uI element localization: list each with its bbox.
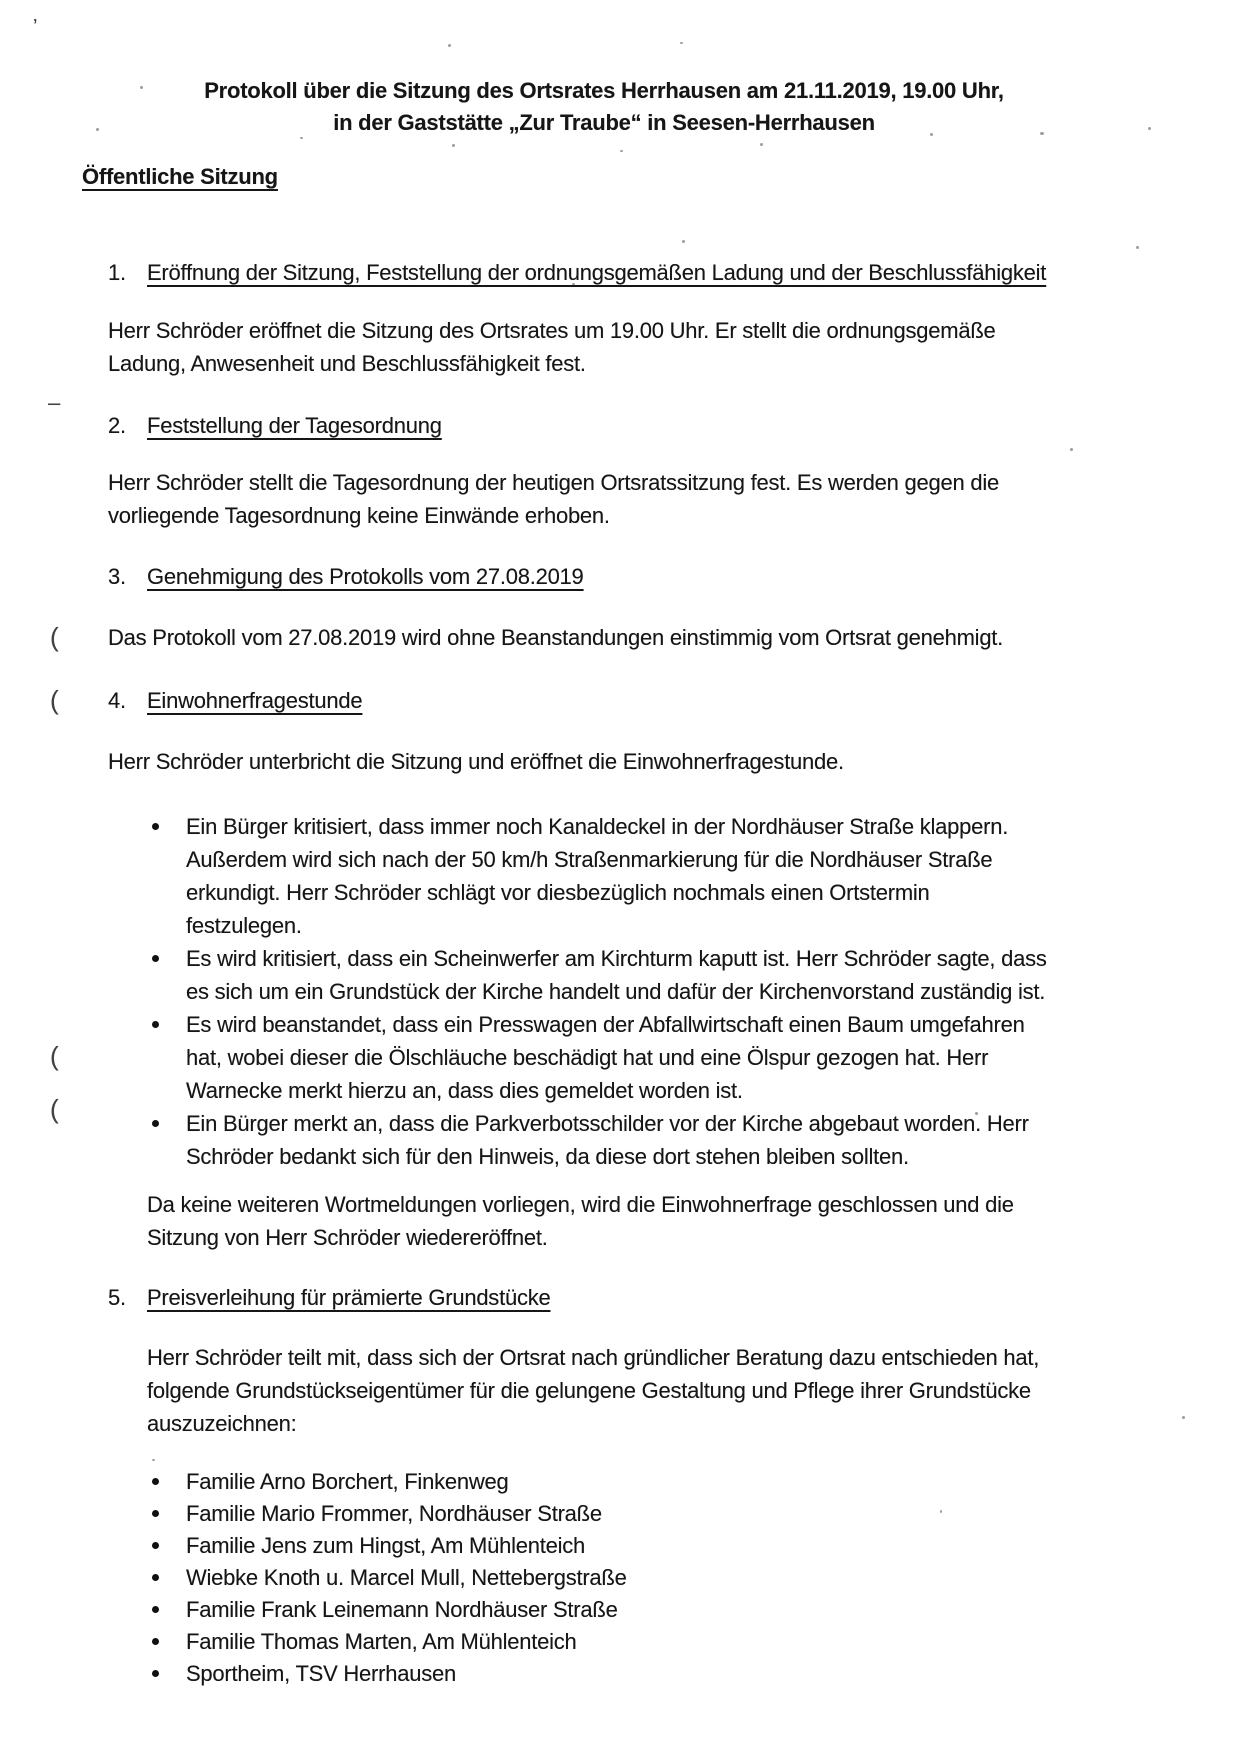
scan-speckle xyxy=(1182,1416,1185,1419)
scan-speckle xyxy=(1136,246,1139,249)
scan-speckle xyxy=(452,144,455,147)
bullet-icon xyxy=(152,823,159,830)
bullet-line: Familie Thomas Marten, Am Mühlenteich xyxy=(186,1629,577,1654)
citizen-questions-list xyxy=(150,810,1047,1173)
section-5-heading: Preisverleihung für prämierte Grundstücke xyxy=(147,1285,551,1310)
awarded-properties-list xyxy=(150,1466,627,1690)
session-type-heading: Öffentliche Sitzung xyxy=(82,164,278,189)
section-2-heading: Feststellung der Tagesordnung xyxy=(147,413,442,438)
bullet-line: Ein Bürger merkt an, dass die Parkverbotsschilder vor der Kirche abgebaut worden. Herr xyxy=(186,1111,1029,1136)
scan-speckle xyxy=(940,1510,942,1513)
section-4-paragraph xyxy=(108,745,844,778)
section-5-number: 5. xyxy=(108,1285,126,1310)
scan-speckle xyxy=(1148,127,1151,130)
scan-speckle xyxy=(152,1459,155,1461)
section-1-heading: Eröffnung der Sitzung, Feststellung der ordnungsgemäßen Ladung und der Beschlussfähigkeit xyxy=(147,260,1047,285)
section-5-paragraph xyxy=(147,1341,1039,1440)
list-item xyxy=(150,1008,1047,1107)
scan-speckle xyxy=(760,143,763,146)
section-3-number: 3. xyxy=(108,564,126,589)
list-item xyxy=(150,1530,627,1562)
scan-speckle xyxy=(680,42,683,44)
section-2-heading-row xyxy=(108,409,442,442)
bullet-icon xyxy=(152,1021,159,1028)
title-line-1: Protokoll über die Sitzung des Ortsrates Herrhausen am 21.11.2019, 19.00 Uhr, xyxy=(204,78,1004,103)
paragraph-line: Ladung, Anwesenheit und Beschlussfähigkeit fest. xyxy=(108,351,586,376)
scan-speckle xyxy=(620,150,623,152)
bullet-icon xyxy=(152,1478,159,1485)
scan-speckle xyxy=(682,240,685,243)
bullet-line: Familie Jens zum Hingst, Am Mühlenteich xyxy=(186,1533,586,1558)
scan-speckle xyxy=(96,128,99,131)
scan-artifact-paren: ( xyxy=(50,1094,59,1124)
scan-speckle xyxy=(975,1112,978,1115)
list-item xyxy=(150,942,1047,1008)
section-2-paragraph xyxy=(108,466,999,532)
paragraph-line: Sitzung von Herr Schröder wiedereröffnet. xyxy=(147,1225,548,1250)
section-4-number: 4. xyxy=(108,688,126,713)
paragraph-line: Da keine weiteren Wortmeldungen vorliegen, wird die Einwohnerfrage geschlossen und die xyxy=(147,1192,1014,1217)
paragraph-line: auszuzeichnen: xyxy=(147,1411,297,1436)
bullet-icon xyxy=(152,1574,159,1581)
scan-speckle xyxy=(930,133,933,136)
scan-speckle xyxy=(880,268,883,270)
section-5-heading-row xyxy=(108,1281,550,1314)
paragraph-line: Herr Schröder stellt die Tagesordnung der heutigen Ortsratssitzung fest. Es werden gegen die xyxy=(108,470,1000,495)
list-item xyxy=(150,1626,627,1658)
bullet-icon xyxy=(152,1510,159,1517)
section-1-heading-row xyxy=(108,256,1046,289)
bullet-line: Außerdem wird sich nach der 50 km/h Straßenmarkierung für die Nordhäuser Straße xyxy=(186,847,993,872)
document-title-line2 xyxy=(0,106,1208,139)
bullet-line: Warnecke merkt hierzu an, dass dies gemeldet worden ist. xyxy=(186,1078,743,1103)
bullet-line: Familie Arno Borchert, Finkenweg xyxy=(186,1469,509,1494)
section-2-number: 2. xyxy=(108,413,126,438)
paragraph-line: Das Protokoll vom 27.08.2019 wird ohne Beanstandungen einstimmig vom Ortsrat genehmigt. xyxy=(108,625,1004,650)
section-3-heading-row xyxy=(108,560,584,593)
section-4-heading: Einwohnerfragestunde xyxy=(147,688,363,713)
list-item xyxy=(150,1594,627,1626)
paragraph-line: Herr Schröder eröffnet die Sitzung des Ortsrates um 19.00 Uhr. Er stellt die ordnungsgemäße xyxy=(108,318,996,343)
list-item xyxy=(150,1107,1047,1173)
bullet-line: Wiebke Knoth u. Marcel Mull, Nettebergstraße xyxy=(186,1565,627,1590)
bullet-line: Familie Mario Frommer, Nordhäuser Straße xyxy=(186,1501,602,1526)
bullet-line: festzulegen. xyxy=(186,913,302,938)
list-item xyxy=(150,1498,627,1530)
bullet-line: Es wird beanstandet, dass ein Presswagen der Abfallwirtschaft einen Baum umgefahren xyxy=(186,1012,1025,1037)
scan-speckle xyxy=(300,137,303,139)
bullet-line: Familie Frank Leinemann Nordhäuser Straße xyxy=(186,1597,618,1622)
scan-artifact-dash: – xyxy=(48,390,60,415)
scan-speckle xyxy=(140,86,143,89)
bullet-line: Ein Bürger kritisiert, dass immer noch Kanaldeckel in der Nordhäuser Straße klappern. xyxy=(186,814,1009,839)
scan-artifact-paren: ( xyxy=(50,1041,59,1071)
section-1-number: 1. xyxy=(108,260,126,285)
list-item xyxy=(150,1562,627,1594)
scan-artifact-paren: ( xyxy=(50,685,59,715)
scan-speckle xyxy=(572,283,575,286)
list-item xyxy=(150,1658,627,1690)
section-3-heading: Genehmigung des Protokolls vom 27.08.2019 xyxy=(147,564,584,589)
title-line-2: in der Gaststätte „Zur Traube“ in Seesen-Herrhausen xyxy=(333,110,875,135)
paragraph-line: Herr Schröder teilt mit, dass sich der Ortsrat nach gründlicher Beratung dazu entschieden hat, xyxy=(147,1345,1040,1370)
list-item xyxy=(150,1466,627,1498)
section-4-closing-paragraph xyxy=(147,1188,1014,1254)
section-1-paragraph xyxy=(108,314,996,380)
bullet-icon xyxy=(152,1670,159,1677)
bullet-line: Es wird kritisiert, dass ein Scheinwerfer am Kirchturm kaputt ist. Herr Schröder sagte, dass xyxy=(186,946,1047,971)
bullet-icon xyxy=(152,1120,159,1127)
bullet-line: Schröder bedankt sich für den Hinweis, da diese dort stehen bleiben sollten. xyxy=(186,1144,909,1169)
paragraph-line: vorliegende Tagesordnung keine Einwände erhoben. xyxy=(108,503,610,528)
paragraph-line: Herr Schröder unterbricht die Sitzung und eröffnet die Einwohnerfragestunde. xyxy=(108,749,844,774)
list-item xyxy=(150,810,1047,942)
scan-artifact-tick: ’ xyxy=(33,16,38,38)
bullet-line: es sich um ein Grundstück der Kirche handelt und dafür der Kirchenvorstand zuständig ist. xyxy=(186,979,1046,1004)
bullet-line: erkundigt. Herr Schröder schlägt vor diesbezüglich nochmals einen Ortstermin xyxy=(186,880,930,905)
scan-speckle xyxy=(1070,448,1073,451)
scan-artifact-paren: ( xyxy=(50,622,59,652)
bullet-line: hat, wobei dieser die Ölschläuche beschädigt hat und eine Ölspur gezogen hat. Herr xyxy=(186,1045,989,1070)
section-4-heading-row xyxy=(108,684,362,717)
bullet-icon xyxy=(152,1606,159,1613)
bullet-icon xyxy=(152,1638,159,1645)
scan-speckle xyxy=(448,44,451,47)
bullet-icon xyxy=(152,1542,159,1549)
scan-speckle xyxy=(1040,132,1044,135)
bullet-line: Sportheim, TSV Herrhausen xyxy=(186,1661,456,1686)
bullet-icon xyxy=(152,955,159,962)
section-3-paragraph xyxy=(108,621,1003,654)
document-title xyxy=(0,74,1208,107)
paragraph-line: folgende Grundstückseigentümer für die gelungene Gestaltung und Pflege ihrer Grundstücke xyxy=(147,1378,1031,1403)
